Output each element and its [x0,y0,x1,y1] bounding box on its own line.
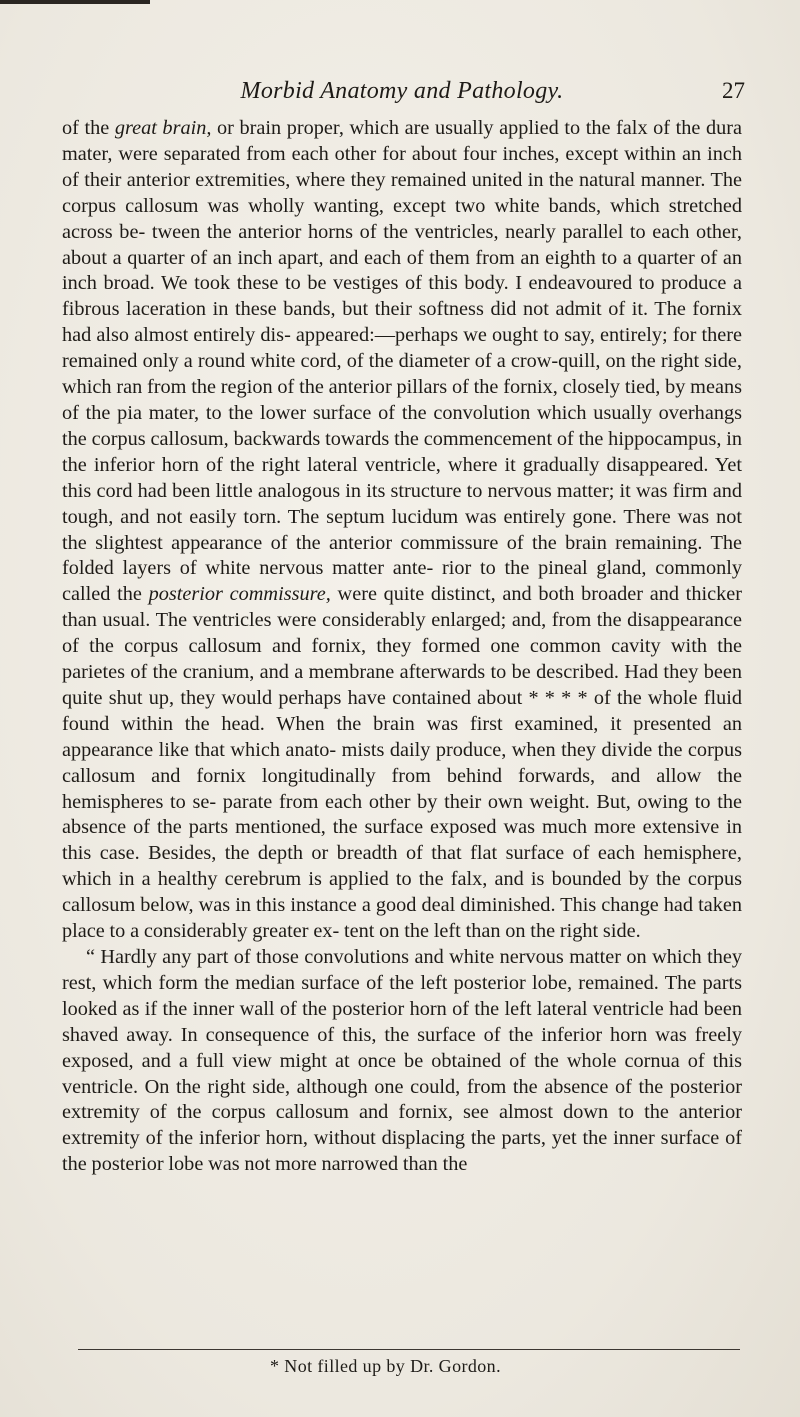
footnote: * Not filled up by Dr. Gordon. [270,1356,501,1376]
top-edge-rule [0,0,150,4]
page-number: 27 [722,78,745,103]
paragraph-1 [62,116,742,945]
paragraph-1-lead: of the [62,117,115,139]
footnote-rule [78,1349,740,1350]
paragraph-1-part-c: of the whole fluid found within the head. When the brain was first examined, it presented an appearance like that which anato- mists daily produce, when they divide the corpus callosum and fornix longitudinally from behind forwards, and allow the hemispheres to se- parate from each other by their own weight. But, owing to the absence of the parts mentioned, the surface exposed was much more extensive in this case. Besides, the depth or breadth of that flat surface of each hemisphere, which in a healthy cerebrum is applied to the falx, and is bounded by the corpus callosum below, was in this instance a good deal diminished. This change had taken place to a considerably greater ex- tent on the left than on the right side. [62,686,743,943]
paragraph-1-part-a: or brain proper, which are usually applied to the falx of the dura mater, were separated from each other for about four inches, except within an inch of their anterior extremities, where they remained united in the natural manner. The corpus callosum was wholly wanting, except two white bands, which stretched across be- tween the anterior horns of the ventricles, nearly parallel to each other, about a quarter of an inch apart, and each of them from an eighth to a quarter of an inch broad. We took these to be vestiges of this body. I endeavoured to produce a fibrous laceration in these bands, but their softness did not admit of it. The fornix had also almost entirely dis- appeared:—perhaps we ought to say, entirely; for there remained only a round white cord, of the diameter of a crow-quill, on the right side, which ran from the region of the anterior pillars of the fornix, closely tied, by means of the pia mater, to the lower surface of the convolution which usually overhangs the corpus callosum, backwards towards the commencement of the hippocampus, in the inferior horn of the right lateral ventricle, where it gradually disappeared. Yet this cord had been little analogous in its structure to nervous matter; it was firm and tough, and not easily torn. The septum lucidum was entirely gone. There was not the slightest appearance of the anterior commissure of the brain remaining. The folded layers of white nervous matter ante- rior to the pineal gland, commonly called the [62,117,742,606]
running-title: Morbid Anatomy and Pathology. [240,78,564,104]
paragraph-1-part-b: were quite distinct, and both broader and thicker than usual. The ventricles were considerably enlarged; and, from the disappearance of the corpus callosum and fornix, they formed one common cavity with the parietes of the cranium, and a membrane afterwards to be described. Had they been quite shut up, they would perhaps have contained about [62,583,742,709]
posterior-commissure-emphasis: posterior commissure, [148,583,331,606]
omission-asterisks: * * * * [528,686,588,709]
great-brain-emphasis: great brain, [114,117,212,139]
paragraph-2: “ Hardly any part of those convolutions and white nervous matter on which they rest, which form the median surface of the left posterior lobe, remained. The parts looked as if the inner wall of the posterior horn of the left lateral ventricle had been shaved away. In consequence of this, the surface of the inferior horn was freely exposed, and a full view might at once be obtained of the whole cornua of this ventricle. On the right side, although one could, from the absence of the posterior extremity of the corpus callosum and fornix, see almost down to the anterior extremity of the inferior horn, without displacing the parts, yet the inner surface of the posterior lobe was not more narrowed than the [62,946,742,1176]
main-text [62,116,742,1178]
running-head [0,78,800,108]
